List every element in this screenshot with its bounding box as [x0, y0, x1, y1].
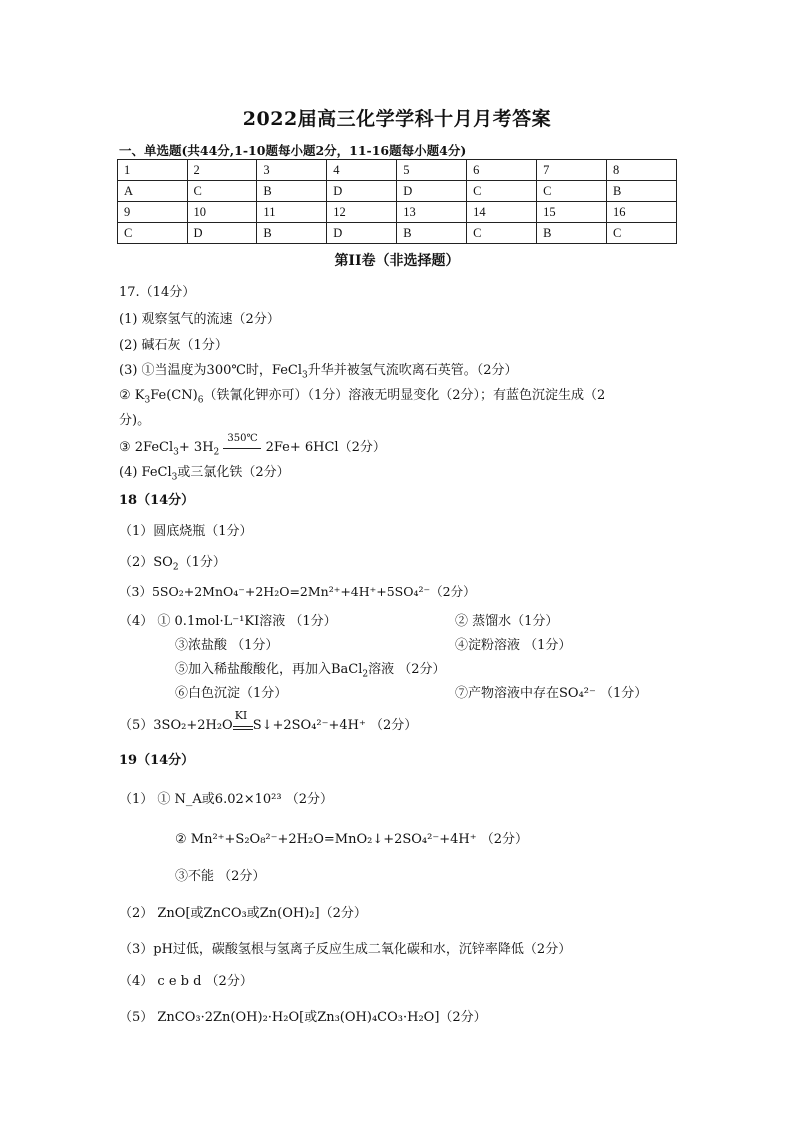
q17-line-7: (4) FeCl$_3$或三氯化铁（2分）: [119, 465, 290, 483]
table-cell: 6: [467, 160, 537, 181]
table-cell: 5: [397, 160, 467, 181]
table-row: [118, 181, 677, 202]
q18-line-5b: ④淀粉溶液 （1分）: [455, 638, 572, 653]
answer-table: [117, 159, 677, 244]
reaction-condition-arrow: 350℃: [223, 441, 261, 455]
q18-line-8: （5）3SO₂+2H₂O KI S↓+2SO₄²⁻+4H⁺ （2分）: [119, 708, 418, 733]
table-cell: 14: [467, 202, 537, 223]
table-cell: D: [397, 181, 467, 202]
table-cell: 13: [397, 202, 467, 223]
q17-line-4: ② $K_3Fe(CN)_6$（铁氰化钾亦可）（1分）溶液无明显变化（2分）；有蓝色沉淀生成（2: [119, 388, 606, 406]
q17-line-6: ③ 2FeCl$_3$+ $3H_2$ 350℃ 2Fe+ 6HCl（2分）: [119, 432, 386, 458]
q17-line-5: 分)。: [119, 413, 151, 428]
table-cell: C: [467, 223, 537, 244]
q17-line-2: (2) 碱石灰（1分）: [119, 338, 228, 353]
q19-line-3: ③不能 （2分）: [175, 869, 266, 884]
page-title: 2022届高三化学学科十月月考答案: [242, 108, 552, 130]
table-cell: 15: [537, 202, 607, 223]
table-cell: 9: [118, 202, 188, 223]
section-heading-single-choice: 一、单选题(共44分,1-10题每小题2分，11-16题每小题4分): [119, 143, 467, 158]
table-cell: B: [537, 223, 607, 244]
table-row: [118, 223, 677, 244]
q19-line-1: （1） ① N_A或6.02×10²³ （2分）: [119, 792, 334, 807]
table-cell: A: [118, 181, 188, 202]
table-cell: C: [606, 223, 676, 244]
table-cell: 11: [257, 202, 327, 223]
table-cell: B: [257, 181, 327, 202]
q17-header: 17.（14分）: [119, 285, 196, 300]
table-cell: 2: [187, 160, 257, 181]
q18-line-6: ⑤加入稀盐酸酸化，再加入BaCl$_2$溶液 （2分）: [175, 662, 446, 680]
q17-line-3: (3) ①当温度为300℃时，FeCl$_3$升华并被氢气流吹离石英管。（2分）: [119, 363, 518, 381]
table-cell: C: [537, 181, 607, 202]
table-cell: 3: [257, 160, 327, 181]
table-cell: D: [187, 223, 257, 244]
q18-line-7a: ⑥白色沉淀（1分）: [175, 686, 288, 701]
q19-line-7: （5） ZnCO₃·2Zn(OH)₂·H₂O[或Zn₃(OH)₄CO₃·H₂O]（2分）: [119, 1010, 487, 1025]
table-cell: 1: [118, 160, 188, 181]
q19-line-2: ② Mn²⁺+S₂O₈²⁻+2H₂O=MnO₂↓+2SO₄²⁻+4H⁺ （2分）: [175, 832, 528, 847]
q19-line-5: （3）pH过低，碳酸氢根与氢离子反应生成二氧化碳和水，沉锌率降低（2分）: [119, 942, 572, 957]
q17-line-1: (1) 观察氢气的流速（2分）: [119, 312, 280, 327]
table-cell: C: [187, 181, 257, 202]
q19-line-4: （2） ZnO[或ZnCO₃或Zn(OH)₂]（2分）: [119, 906, 367, 921]
q18-line-1: （1）圆底烧瓶（1分）: [119, 524, 253, 539]
table-cell: 4: [327, 160, 397, 181]
table-cell: 7: [537, 160, 607, 181]
table-row: [118, 160, 677, 181]
q18-header: 18（14分）: [119, 493, 195, 508]
table-cell: 12: [327, 202, 397, 223]
table-cell: C: [118, 223, 188, 244]
table-cell: B: [257, 223, 327, 244]
q18-line-2: $(2)SO_2(1$分）: [119, 555, 226, 573]
q19-line-6: （4） c e b d （2分）: [119, 974, 253, 989]
table-row: [118, 202, 677, 223]
table-cell: D: [327, 223, 397, 244]
table-cell: D: [327, 181, 397, 202]
table-cell: 10: [187, 202, 257, 223]
q18-line-3: （3）5SO₂+2MnO₄⁻+2H₂O=2Mn²⁺+4H⁺+5SO₄²⁻（2分）: [119, 584, 476, 599]
q18-line-5a: ③浓盐酸 （1分）: [175, 638, 279, 653]
q18-line-7b: ⑦产物溶液中存在SO₄²⁻ （1分）: [455, 686, 648, 701]
table-cell: B: [397, 223, 467, 244]
table-cell: 8: [606, 160, 676, 181]
q19-header: 19（14分）: [119, 753, 195, 768]
q18-line-4b: ② 蒸馏水（1分）: [455, 614, 559, 629]
section-heading-non-choice: 第II卷（非选择题）: [334, 253, 460, 269]
table-cell: 16: [606, 202, 676, 223]
table-cell: B: [606, 181, 676, 202]
table-cell: C: [467, 181, 537, 202]
reaction-condition-double-line: KI: [233, 720, 253, 732]
q18-line-4a: （4） ① 0.1mol·L⁻¹KI溶液 （1分）: [119, 614, 337, 629]
